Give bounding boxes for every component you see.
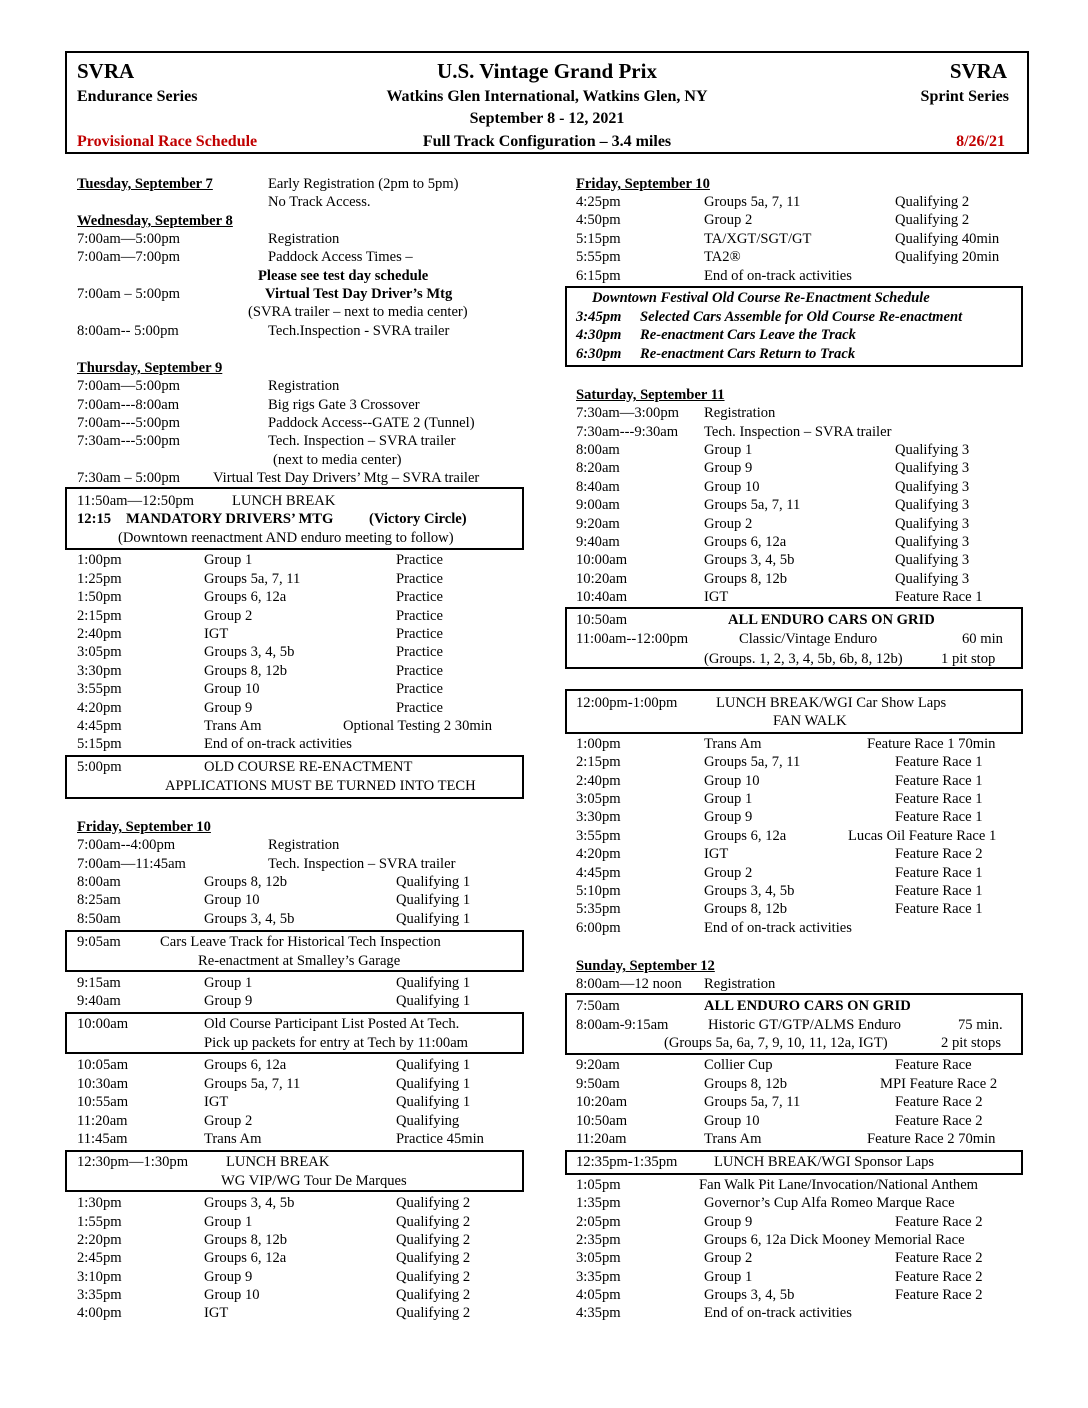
group-cell: Groups 8, 12b <box>204 1232 288 1248</box>
group-cell: Group 2 <box>704 212 753 228</box>
time-cell: 1:00pm <box>576 736 621 752</box>
enduro-grid-label: ALL ENDURO CARS ON GRID <box>704 998 911 1014</box>
time-cell: 1:55pm <box>77 1214 122 1230</box>
enduro-race: Historic GT/GTP/ALMS Enduro <box>708 1017 901 1033</box>
time-cell: 1:50pm <box>77 589 122 605</box>
list-item: No Track Access. <box>268 194 371 210</box>
time-cell: 8:25am <box>77 892 121 908</box>
session-cell: Feature Race 1 <box>895 754 983 770</box>
downtown-title: Downtown Festival Old Course Re-Enactment Schedule <box>592 290 930 306</box>
time-cell: 10:40am <box>576 589 628 605</box>
session-cell: MPI Feature Race 2 <box>880 1076 998 1092</box>
session-cell: Optional Testing 2 30min <box>343 718 493 734</box>
lunch-label: LUNCH BREAK <box>232 493 336 509</box>
list-item: Registration <box>704 976 776 992</box>
right-subtitle: Sprint Series <box>920 88 1009 105</box>
time-cell: 7:00am--4:00pm <box>77 837 176 853</box>
group-cell: Groups 8, 12b <box>204 663 288 679</box>
meeting-note: (Downtown reenactment AND enduro meeting to follow) <box>118 530 454 546</box>
time-cell: 10:55am <box>77 1094 129 1110</box>
session-cell: Practice 45min <box>396 1131 484 1147</box>
time-cell: 2:05pm <box>576 1214 621 1230</box>
enduro-race: Classic/Vintage Enduro <box>739 631 878 647</box>
time-cell: 4:00pm <box>77 1305 122 1321</box>
session-cell: Qualifying 2 <box>396 1214 471 1230</box>
time-cell: 4:20pm <box>576 846 621 862</box>
time-cell: 9:15am <box>77 975 121 991</box>
session-cell: Qualifying 2 <box>396 1287 471 1303</box>
time-cell: 5:35pm <box>576 901 621 917</box>
session-cell: Feature Race 1 <box>895 773 983 789</box>
time-cell: 4:25pm <box>576 194 621 210</box>
session-cell: Practice <box>396 608 443 624</box>
time-cell: 3:45pm <box>576 309 622 325</box>
session-cell: Qualifying 2 <box>396 1195 471 1211</box>
session-cell: Feature Race 1 70min <box>867 736 996 752</box>
time-cell: 3:55pm <box>77 681 122 697</box>
group-cell: IGT <box>204 1305 229 1321</box>
box-line: Old Course Participant List Posted At Tech. <box>204 1016 460 1032</box>
day-heading-sunday: Sunday, September 12 <box>576 958 715 974</box>
time-cell: 6:15pm <box>576 268 621 284</box>
session-cell: Practice <box>396 589 443 605</box>
group-cell: Groups 5a, 7, 11 <box>704 754 801 770</box>
session-cell: Practice <box>396 552 443 568</box>
time-cell: 3:55pm <box>576 828 621 844</box>
group-cell: Group 1 <box>704 1269 753 1285</box>
session-cell: Feature Race 2 <box>895 1250 983 1266</box>
list-item: Virtual Test Day Driver’s Mtg <box>265 286 453 302</box>
reenactment-title: OLD COURSE RE-ENACTMENT <box>204 759 413 775</box>
session-cell: Qualifying 20min <box>895 249 1000 265</box>
time-cell: 3:35pm <box>576 1269 621 1285</box>
time-cell: 11:50am—12:50pm <box>77 493 195 509</box>
time-cell: 3:30pm <box>576 809 621 825</box>
group-cell: Group 9 <box>204 700 253 716</box>
time-cell: 1:25pm <box>77 571 122 587</box>
list-item: Registration <box>268 231 340 247</box>
group-cell: Group 1 <box>704 442 753 458</box>
group-cell: Group 9 <box>704 1214 753 1230</box>
session-cell: Feature Race 2 70min <box>867 1131 996 1147</box>
event-dates: September 8 - 12, 2021 <box>469 110 625 127</box>
left-title: SVRA <box>77 59 135 83</box>
time-cell: 5:10pm <box>576 883 621 899</box>
list-item: Paddock Access--GATE 2 (Tunnel) <box>268 415 475 431</box>
time-cell: 2:15pm <box>77 608 122 624</box>
day-heading-friday: Friday, September 10 <box>77 819 211 835</box>
time-cell: 7:00am---8:00am <box>77 397 180 413</box>
time-cell: 12:35pm-1:35pm <box>576 1154 678 1170</box>
session-cell: Feature Race 2 <box>895 1113 983 1129</box>
drivers-meeting: MANDATORY DRIVERS’ MTG <box>126 511 334 527</box>
time-cell: 9:05am <box>77 934 121 950</box>
session-cell: Feature Race 2 <box>895 1094 983 1110</box>
time-cell: 2:45pm <box>77 1250 122 1266</box>
time-cell: 8:00am-9:15am <box>576 1017 669 1033</box>
session-cell: Qualifying 2 <box>895 194 970 210</box>
session-cell: Practice <box>396 571 443 587</box>
group-cell: Groups 8, 12b <box>704 571 788 587</box>
group-cell: Groups 5a, 7, 11 <box>704 194 801 210</box>
group-cell: Groups 6, 12a <box>704 828 787 844</box>
track-config: Full Track Configuration – 3.4 miles <box>422 133 672 150</box>
time-cell: 1:30pm <box>77 1195 122 1211</box>
box-line: Re-enactment at Smalley’s Garage <box>198 953 401 969</box>
time-cell: 7:30am – 5:00pm <box>77 470 180 486</box>
group-cell: Trans Am <box>704 1131 762 1147</box>
time-cell: 2:40pm <box>77 626 122 642</box>
session-cell: Practice <box>396 681 443 697</box>
time-cell: 8:00am—12 noon <box>576 976 682 992</box>
time-cell: 1:05pm <box>576 1177 621 1193</box>
group-cell: Group 2 <box>704 516 753 532</box>
box-line: Cars Leave Track for Historical Tech Inspection <box>160 934 441 950</box>
session-cell: Practice <box>396 644 443 660</box>
time-cell: 4:05pm <box>576 1287 621 1303</box>
time-cell: 11:20am <box>77 1113 128 1129</box>
time-cell: 8:50am <box>77 911 121 927</box>
day-heading-tuesday: Tuesday, September 7 <box>77 176 213 192</box>
list-item: Paddock Access Times – <box>268 249 413 265</box>
group-cell: Groups 5a, 7, 11 <box>704 497 801 513</box>
time-cell: 8:00am <box>77 874 121 890</box>
group-cell: Groups 3, 4, 5b <box>704 552 795 568</box>
group-cell: Governor’s Cup Alfa Romeo Marque Race <box>704 1195 955 1211</box>
list-item: Re-enactment Cars Return to Track <box>640 346 856 362</box>
list-item: Tech. Inspection – SVRA trailer <box>704 424 892 440</box>
session-cell: Feature Race <box>895 1057 972 1073</box>
group-cell: Trans Am <box>204 718 262 734</box>
session-cell: Qualifying 1 <box>396 993 471 1009</box>
fan-walk-label: FAN WALK <box>773 713 847 729</box>
group-cell: IGT <box>704 846 729 862</box>
time-cell: 7:00am—5:00pm <box>77 231 180 247</box>
time-cell: 7:00am – 5:00pm <box>77 286 180 302</box>
session-cell: Qualifying 1 <box>396 874 471 890</box>
group-cell: Groups 3, 4, 5b <box>204 911 295 927</box>
session-cell: Qualifying 3 <box>895 497 970 513</box>
group-cell: Groups 8, 12b <box>204 874 288 890</box>
time-cell: 7:00am—5:00pm <box>77 378 180 394</box>
time-cell: 4:50pm <box>576 212 621 228</box>
session-cell: Qualifying 2 <box>396 1269 471 1285</box>
session-cell: Qualifying 3 <box>895 460 970 476</box>
time-cell: 2:40pm <box>576 773 621 789</box>
group-cell: Groups 8, 12b <box>704 1076 788 1092</box>
group-cell: Group 2 <box>204 608 253 624</box>
list-item: Registration <box>268 378 340 394</box>
group-cell: Group 10 <box>704 773 760 789</box>
group-cell: Collier Cup <box>704 1057 773 1073</box>
group-cell: Group 9 <box>704 809 753 825</box>
time-cell: 5:55pm <box>576 249 621 265</box>
session-cell: Lucas Oil Feature Race 1 <box>848 828 997 844</box>
time-cell: 7:00am---5:00pm <box>77 415 180 431</box>
time-cell: 1:00pm <box>77 552 122 568</box>
group-cell: Group 1 <box>204 552 253 568</box>
enduro-pit-stops: 1 pit stop <box>941 651 996 667</box>
group-cell: End of on-track activities <box>704 1305 852 1321</box>
group-cell: Group 1 <box>204 975 253 991</box>
reenactment-note: APPLICATIONS MUST BE TURNED INTO TECH <box>165 778 476 794</box>
group-cell: Fan Walk Pit Lane/Invocation/National Anthem <box>699 1177 979 1193</box>
list-item: Tech. Inspection – SVRA trailer <box>268 856 456 872</box>
group-cell: Groups 6, 12a <box>204 1057 287 1073</box>
group-cell: TA2® <box>704 249 741 265</box>
time-cell: 4:35pm <box>576 1305 621 1321</box>
day-heading-saturday: Saturday, September 11 <box>576 387 725 403</box>
session-cell: Qualifying 2 <box>396 1250 471 1266</box>
time-cell: 10:05am <box>77 1057 129 1073</box>
session-cell: Feature Race 1 <box>895 883 983 899</box>
list-item: (SVRA trailer – next to media center) <box>248 304 468 320</box>
group-cell: Groups 3, 4, 5b <box>204 1195 295 1211</box>
box-line: WG VIP/WG Tour De Marques <box>221 1173 407 1189</box>
time-cell: 2:15pm <box>576 754 621 770</box>
session-cell: Qualifying 2 <box>396 1232 471 1248</box>
time-cell: 9:50am <box>576 1076 620 1092</box>
time-cell: 7:00am—7:00pm <box>77 249 180 265</box>
group-cell: Trans Am <box>204 1131 262 1147</box>
time-cell: 11:00am--12:00pm <box>576 631 689 647</box>
group-cell: Group 9 <box>204 993 253 1009</box>
time-cell: 10:20am <box>576 1094 628 1110</box>
session-cell: Feature Race 2 <box>895 1214 983 1230</box>
list-item: Please see test day schedule <box>258 268 429 284</box>
time-cell: 9:40am <box>77 993 121 1009</box>
group-cell: IGT <box>204 626 229 642</box>
list-item: Early Registration (2pm to 5pm) <box>268 176 459 192</box>
time-cell: 4:30pm <box>576 327 622 343</box>
list-item: (next to media center) <box>273 452 402 468</box>
list-item: Virtual Test Day Drivers’ Mtg – SVRA trailer <box>213 470 480 486</box>
session-cell: Qualifying 1 <box>396 1057 471 1073</box>
group-cell: Groups 6, 12a Dick Mooney Memorial Race <box>704 1232 965 1248</box>
session-cell: Qualifying 2 <box>895 212 970 228</box>
session-cell: Feature Race 1 <box>895 901 983 917</box>
time-cell: 11:45am <box>77 1131 128 1147</box>
session-cell: Qualifying 40min <box>895 231 1000 247</box>
right-title: SVRA <box>949 59 1007 83</box>
session-cell: Qualifying 1 <box>396 1094 471 1110</box>
time-cell: 10:50am <box>576 1113 628 1129</box>
group-cell: Groups 3, 4, 5b <box>704 883 795 899</box>
time-cell: 7:30am---9:30am <box>576 424 679 440</box>
time-cell: 10:20am <box>576 571 628 587</box>
time-cell: 12:30pm—1:30pm <box>77 1154 189 1170</box>
list-item: Registration <box>704 405 776 421</box>
box-line: Pick up packets for entry at Tech by 11:00am <box>204 1035 469 1051</box>
group-cell: Group 10 <box>204 1287 260 1303</box>
left-subtitle: Endurance Series <box>77 88 198 105</box>
session-cell: Qualifying 1 <box>396 975 471 991</box>
enduro-groups: (Groups 5a, 6a, 7, 9, 10, 11, 12a, IGT) <box>664 1035 888 1051</box>
group-cell: IGT <box>204 1094 229 1110</box>
time-cell: 9:20am <box>576 516 620 532</box>
list-item: Selected Cars Assemble for Old Course Re-enactment <box>640 309 963 325</box>
time-cell: 3:05pm <box>77 644 122 660</box>
group-cell: Group 1 <box>204 1214 253 1230</box>
time-cell: 10:00am <box>77 1016 129 1032</box>
time-cell: 2:20pm <box>77 1232 122 1248</box>
enduro-duration: 75 min. <box>958 1017 1003 1033</box>
time-cell: 8:20am <box>576 460 620 476</box>
time-cell: 6:30pm <box>576 346 622 362</box>
group-cell: End of on-track activities <box>704 268 852 284</box>
group-cell: Groups 6, 12a <box>204 589 287 605</box>
lunch-label: LUNCH BREAK/WGI Sponsor Laps <box>714 1154 935 1170</box>
time-cell: 3:05pm <box>576 1250 621 1266</box>
time-cell: 8:40am <box>576 479 620 495</box>
group-cell: Groups 5a, 7, 11 <box>204 1076 301 1092</box>
enduro-groups: (Groups. 1, 2, 3, 4, 5b, 6b, 8, 12b) <box>704 651 903 667</box>
session-cell: Qualifying 1 <box>396 892 471 908</box>
group-cell: Group 10 <box>204 681 260 697</box>
session-cell: Qualifying 3 <box>895 571 970 587</box>
event-title: U.S. Vintage Grand Prix <box>437 59 657 83</box>
session-cell: Feature Race 2 <box>895 846 983 862</box>
session-cell: Feature Race 1 <box>895 589 983 605</box>
group-cell: Groups 3, 4, 5b <box>204 644 295 660</box>
provisional-label: Provisional Race Schedule <box>77 133 258 150</box>
session-cell: Qualifying 3 <box>895 442 970 458</box>
time-cell: 3:10pm <box>77 1269 122 1285</box>
group-cell: IGT <box>704 589 729 605</box>
time-cell: 3:35pm <box>77 1287 122 1303</box>
enduro-duration: 60 min <box>962 631 1003 647</box>
time-cell: 10:50am <box>576 612 628 628</box>
group-cell: Group 2 <box>704 865 753 881</box>
group-cell: Group 9 <box>204 1269 253 1285</box>
list-item: Tech. Inspection – SVRA trailer <box>268 433 456 449</box>
session-cell: Practice <box>396 700 443 716</box>
day-heading-friday-cont: Friday, September 10 <box>576 176 710 192</box>
list-item: Tech.Inspection - SVRA trailer <box>268 323 450 339</box>
session-cell: Feature Race 1 <box>895 791 983 807</box>
time-cell: 10:30am <box>77 1076 129 1092</box>
session-cell: Qualifying 1 <box>396 911 471 927</box>
session-cell: Feature Race 2 <box>895 1269 983 1285</box>
lunch-label: LUNCH BREAK <box>226 1154 330 1170</box>
time-cell: 3:05pm <box>576 791 621 807</box>
time-cell: 8:00am <box>576 442 620 458</box>
session-cell: Feature Race 1 <box>895 865 983 881</box>
group-cell: Group 2 <box>704 1250 753 1266</box>
session-cell: Qualifying 3 <box>895 534 970 550</box>
group-cell: Group 1 <box>704 791 753 807</box>
group-cell: TA/XGT/SGT/GT <box>704 231 812 247</box>
time-cell: 5:15pm <box>576 231 621 247</box>
time-cell: 7:30am---5:00pm <box>77 433 180 449</box>
session-cell: Qualifying 3 <box>895 516 970 532</box>
session-cell: Qualifying 2 <box>396 1305 471 1321</box>
session-cell: Qualifying 1 <box>396 1076 471 1092</box>
time-cell: 12:15 <box>77 511 112 527</box>
group-cell: Groups 3, 4, 5b <box>704 1287 795 1303</box>
session-cell: Practice <box>396 626 443 642</box>
time-cell: 7:50am <box>576 998 620 1014</box>
session-cell: Qualifying 3 <box>895 479 970 495</box>
session-cell: Qualifying <box>396 1113 460 1129</box>
time-cell: 4:45pm <box>576 865 621 881</box>
time-cell: 1:35pm <box>576 1195 621 1211</box>
group-cell: End of on-track activities <box>204 736 352 752</box>
group-cell: Trans Am <box>704 736 762 752</box>
time-cell: 11:20am <box>576 1131 627 1147</box>
session-cell: Feature Race 1 <box>895 809 983 825</box>
session-cell: Qualifying 3 <box>895 552 970 568</box>
session-cell: Practice <box>396 663 443 679</box>
group-cell: Group 10 <box>204 892 260 908</box>
session-cell: Feature Race 2 <box>895 1287 983 1303</box>
enduro-pit-stops: 2 pit stops <box>941 1035 1002 1051</box>
time-cell: 8:00am-- 5:00pm <box>77 323 179 339</box>
time-cell: 9:00am <box>576 497 620 513</box>
time-cell: 7:30am—3:00pm <box>576 405 679 421</box>
time-cell: 10:00am <box>576 552 628 568</box>
list-item: Big rigs Gate 3 Crossover <box>268 397 420 413</box>
venue: Watkins Glen International, Watkins Glen, NY <box>386 88 708 105</box>
schedule-header <box>65 51 1029 154</box>
time-cell: 5:00pm <box>77 759 122 775</box>
time-cell: 9:40am <box>576 534 620 550</box>
time-cell: 7:00am—11:45am <box>77 856 186 872</box>
drivers-meeting-location: (Victory Circle) <box>369 511 467 527</box>
enduro-grid-label: ALL ENDURO CARS ON GRID <box>728 612 935 628</box>
time-cell: 6:00pm <box>576 920 621 936</box>
group-cell: Groups 6, 12a <box>204 1250 287 1266</box>
time-cell: 5:15pm <box>77 736 122 752</box>
group-cell: Groups 5a, 7, 11 <box>704 1094 801 1110</box>
time-cell: 2:35pm <box>576 1232 621 1248</box>
group-cell: Group 10 <box>704 479 760 495</box>
time-cell: 4:45pm <box>77 718 122 734</box>
group-cell: Group 2 <box>204 1113 253 1129</box>
time-cell: 9:20am <box>576 1057 620 1073</box>
time-cell: 4:20pm <box>77 700 122 716</box>
group-cell: Groups 6, 12a <box>704 534 787 550</box>
list-item: Registration <box>268 837 340 853</box>
revision-date: 8/26/21 <box>956 133 1005 150</box>
lunch-label: LUNCH BREAK/WGI Car Show Laps <box>716 695 947 711</box>
group-cell: End of on-track activities <box>704 920 852 936</box>
list-item: Re-enactment Cars Leave the Track <box>640 327 856 343</box>
day-heading-wednesday: Wednesday, September 8 <box>77 213 233 229</box>
group-cell: Group 10 <box>704 1113 760 1129</box>
group-cell: Groups 8, 12b <box>704 901 788 917</box>
day-heading-thursday: Thursday, September 9 <box>77 360 223 376</box>
time-cell: 12:00pm-1:00pm <box>576 695 678 711</box>
group-cell: Group 9 <box>704 460 753 476</box>
time-cell: 3:30pm <box>77 663 122 679</box>
group-cell: Groups 5a, 7, 11 <box>204 571 301 587</box>
